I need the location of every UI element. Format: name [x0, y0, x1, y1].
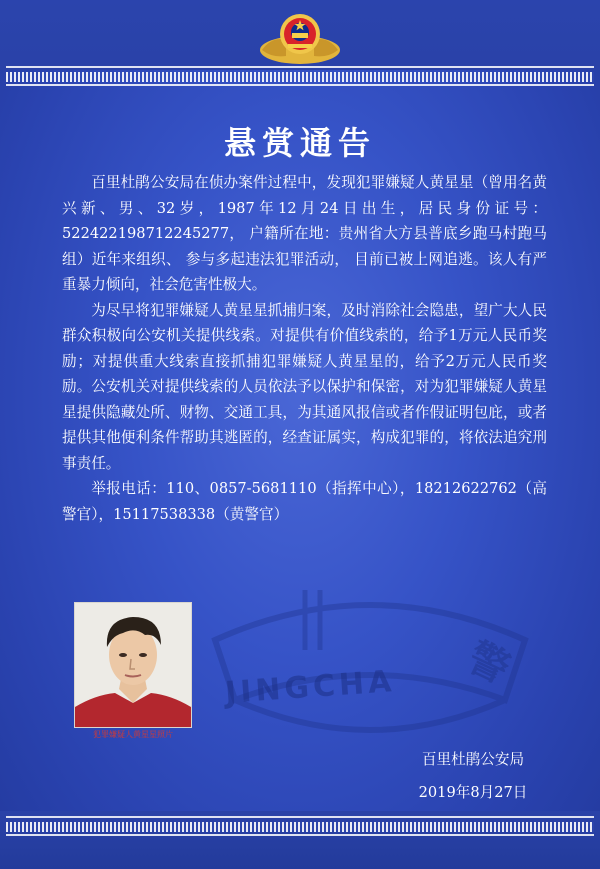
bottom-border-line-2 [6, 834, 594, 836]
paragraph-2: 为尽早将犯罪嫌疑人黄星星抓捕归案，及时消除社会隐患，望广大人民群众积极向公安机关提供线索。对提供有价值线索的，给予1万元人民币奖励；对提供重大线索直接抓捕犯罪嫌疑人黄星星的，给予2万元人民币奖励。公安机关对提供线索的人员依法予以保护和保密，对为犯罪嫌疑人黄星星提供隐藏处所、财物、交通工具，为其通风报信或者作假证明包庇，或者提供其他便利条件帮助其逃匿的，经查证属实，构成犯罪的，将依法追究刑事责任。 [62, 301, 547, 472]
police-emblem-icon [258, 6, 342, 68]
notice-body [62, 170, 547, 527]
top-border-line-2 [6, 84, 594, 86]
bottom-border-line [6, 816, 594, 818]
signature-date: 2019年8月27日 [418, 784, 528, 801]
notice-title: 悬赏通告 [223, 124, 376, 162]
watermark-char: 警 [460, 633, 517, 693]
paragraph-3: 举报电话：110、0857-5681110（指挥中心），18212622762（高警官），15117538338（黄警官） [62, 480, 547, 523]
photo-caption: 犯罪嫌疑人黄星星照片 [93, 730, 173, 739]
top-border-stripe [6, 72, 594, 82]
suspect-portrait-icon [75, 603, 191, 727]
suspect-photo [74, 602, 192, 728]
bottom-border-stripe [6, 822, 594, 832]
watermark-text: JINGCHA [223, 664, 397, 711]
bottom-band [0, 811, 600, 869]
signature-organization: 百里杜鹃公安局 [421, 751, 525, 768]
paragraph-1: 百里杜鹃公安局在侦办案件过程中，发现犯罪嫌疑人黄星星（曾用名黄兴新、男、32岁，1987年12月24日出生，居民身份证号：522422198712245277， 户籍所在地：贵州省大方县普底乡跑马村跑马组）近年来组织、 参与多起违法犯罪活动， 目前已被上网追逃。该人有严重暴力倾向，社会危害性极大。 [62, 174, 547, 293]
